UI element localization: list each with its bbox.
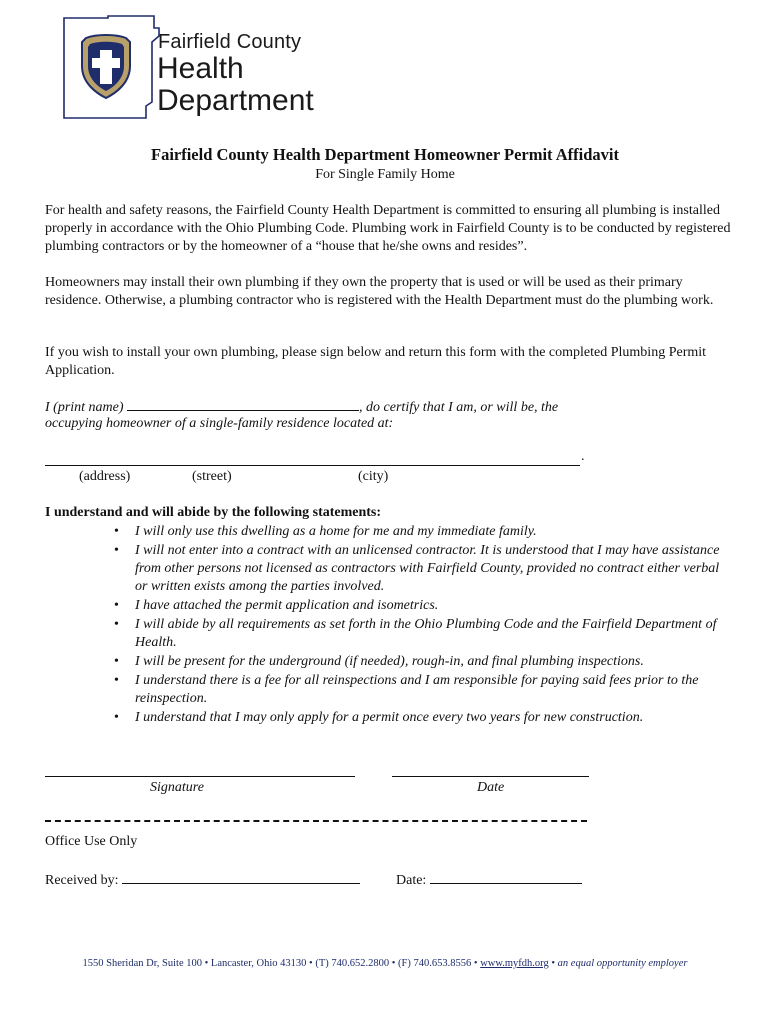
address-label: (address): [79, 469, 131, 484]
office-divider: [45, 820, 587, 822]
instructions-paragraph: If you wish to install your own plumbing, please sign below and return this form with the completed Plumbing Permit Application.: [45, 345, 707, 378]
homeowner-paragraph: Homeowners may install their own plumbing if they own the property that is used or will be used as their primary residence. Otherwise, a plumbing contractor who is registered with the Health Department must do the plumbing work.: [45, 275, 714, 308]
list-item: • I understand that I may only apply for a permit once every two years for new construction.: [112, 709, 732, 727]
list-item: • I will only use this dwelling as a home for me and my immediate family.: [112, 523, 732, 541]
logo-text-health: Health: [157, 52, 244, 85]
city-label: (city): [358, 469, 389, 484]
list-item: • I will abide by all requirements as set forth in the Ohio Plumbing Code and the Fairfield Department of Health.: [112, 616, 732, 652]
page-title: Fairfield County Health Department Homeowner Permit Affidavit: [150, 145, 620, 164]
list-item: • I will be present for the underground (if needed), rough-in, and final plumbing inspections.: [112, 653, 732, 671]
office-use-heading: Office Use Only: [45, 834, 138, 849]
footer-address: 1550 Sheridan Dr, Suite 100 • Lancaster, Ohio 43130 • (T) 740.652.2800 • (F) 740.653.8556 •: [82, 958, 481, 969]
certify-line-2: occupying homeowner of a single-family residence located at:: [45, 416, 394, 431]
signature-field[interactable]: [45, 764, 355, 777]
list-item: • I have attached the permit application and isometrics.: [112, 597, 732, 615]
footer: [0, 958, 770, 969]
statements-heading: I understand and will abide by the following statements:: [45, 505, 382, 520]
logo-text-department: Department: [157, 84, 314, 117]
list-item: • I understand there is a fee for all reinspections and I am responsible for paying said fees prior to the reinspection.: [112, 672, 732, 708]
certify-prefix: I (print name): [45, 400, 128, 415]
address-terminal: .: [581, 449, 585, 464]
statements-list: [112, 523, 732, 728]
logo-text-county: Fairfield County: [158, 31, 302, 53]
website-link[interactable]: www.myfdh.org: [480, 958, 549, 969]
date-label: Date: [477, 780, 505, 795]
address-field[interactable]: [45, 451, 580, 466]
office-date-field[interactable]: [430, 870, 582, 884]
received-by-row: [45, 870, 360, 889]
office-date-label: Date:: [396, 873, 430, 888]
street-label: (street): [192, 469, 232, 484]
signature-label: Signature: [150, 780, 204, 795]
intro-paragraph: For health and safety reasons, the Fairfield County Health Department is committed to ensuring all plumbing is installed properly in accordance with the Ohio Plumbing Code. Plumbing work in Fairfield County is to be conducted by registered plumbing contractors or by the homeowner of a “house that he/she owns and resides”.: [45, 203, 731, 254]
signature-date-field[interactable]: [392, 764, 589, 777]
office-date-row: [396, 870, 582, 889]
print-name-field[interactable]: [127, 397, 359, 411]
footer-separator: •: [548, 958, 558, 969]
received-by-field[interactable]: [122, 870, 360, 884]
footer-tagline: an equal opportunity employer: [557, 958, 688, 969]
list-item: • I will not enter into a contract with an unlicensed contractor. It is understood that I may have assistance from other persons not licensed as contractors with Fairfield County, provided no contract either verbal or written exists among the parties involved.: [112, 542, 732, 596]
certify-suffix: , do certify that I am, or will be, the: [359, 400, 559, 415]
received-by-label: Received by:: [45, 873, 122, 888]
certify-line: [45, 397, 558, 416]
page-subtitle: For Single Family Home: [315, 167, 455, 182]
